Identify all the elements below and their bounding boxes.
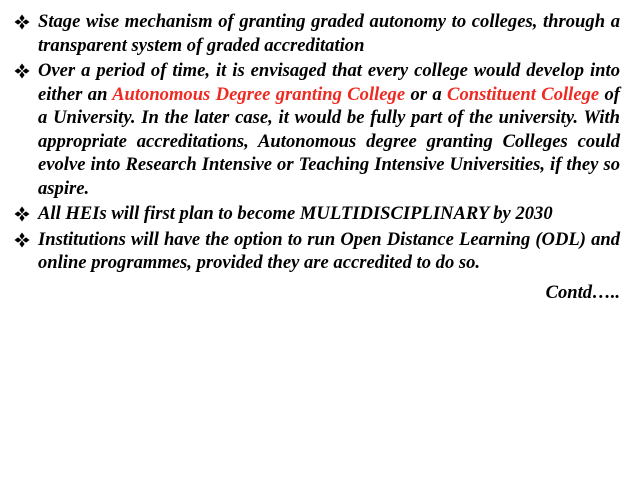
bullet-item-2 bbox=[38, 59, 620, 200]
highlight-constituent-college: Constituent College bbox=[447, 83, 600, 105]
bullet-item-3 bbox=[38, 202, 620, 226]
diamond-bullet-icon bbox=[14, 63, 30, 79]
bullet-list bbox=[38, 10, 620, 275]
continued-label: Contd….. bbox=[545, 281, 620, 303]
bullet-4-text: Institutions will have the option to run Open Distance Learning (ODL) and online programmes, provided they are accredited to do so. bbox=[38, 228, 620, 273]
bullet-2-text-c: of a University. In the later case, it would be fully part of the university. With appropriate accreditations, Autonomous degree granting Colleges could evolve into Research Intensive or Teaching Intensive Universities, if they so aspire. bbox=[38, 83, 620, 199]
bullet-2-text-b: or a bbox=[405, 83, 448, 105]
bullet-item-4 bbox=[38, 228, 620, 275]
bullet-item-1 bbox=[38, 10, 620, 57]
highlight-autonomous-college: Autonomous Degree granting College bbox=[112, 83, 406, 105]
bullet-3-text: All HEIs will first plan to become MULTIDISCIPLINARY by 2030 bbox=[38, 203, 553, 224]
diamond-bullet-icon bbox=[14, 206, 30, 222]
bullet-1-text: Stage wise mechanism of granting graded autonomy to colleges, through a transparent system of graded accreditation bbox=[38, 11, 620, 56]
diamond-bullet-icon bbox=[14, 232, 30, 248]
bullet-2-text-a: Over a period of time, it is envisaged that every college would develop into either an bbox=[38, 60, 620, 105]
diamond-bullet-icon bbox=[14, 14, 30, 30]
